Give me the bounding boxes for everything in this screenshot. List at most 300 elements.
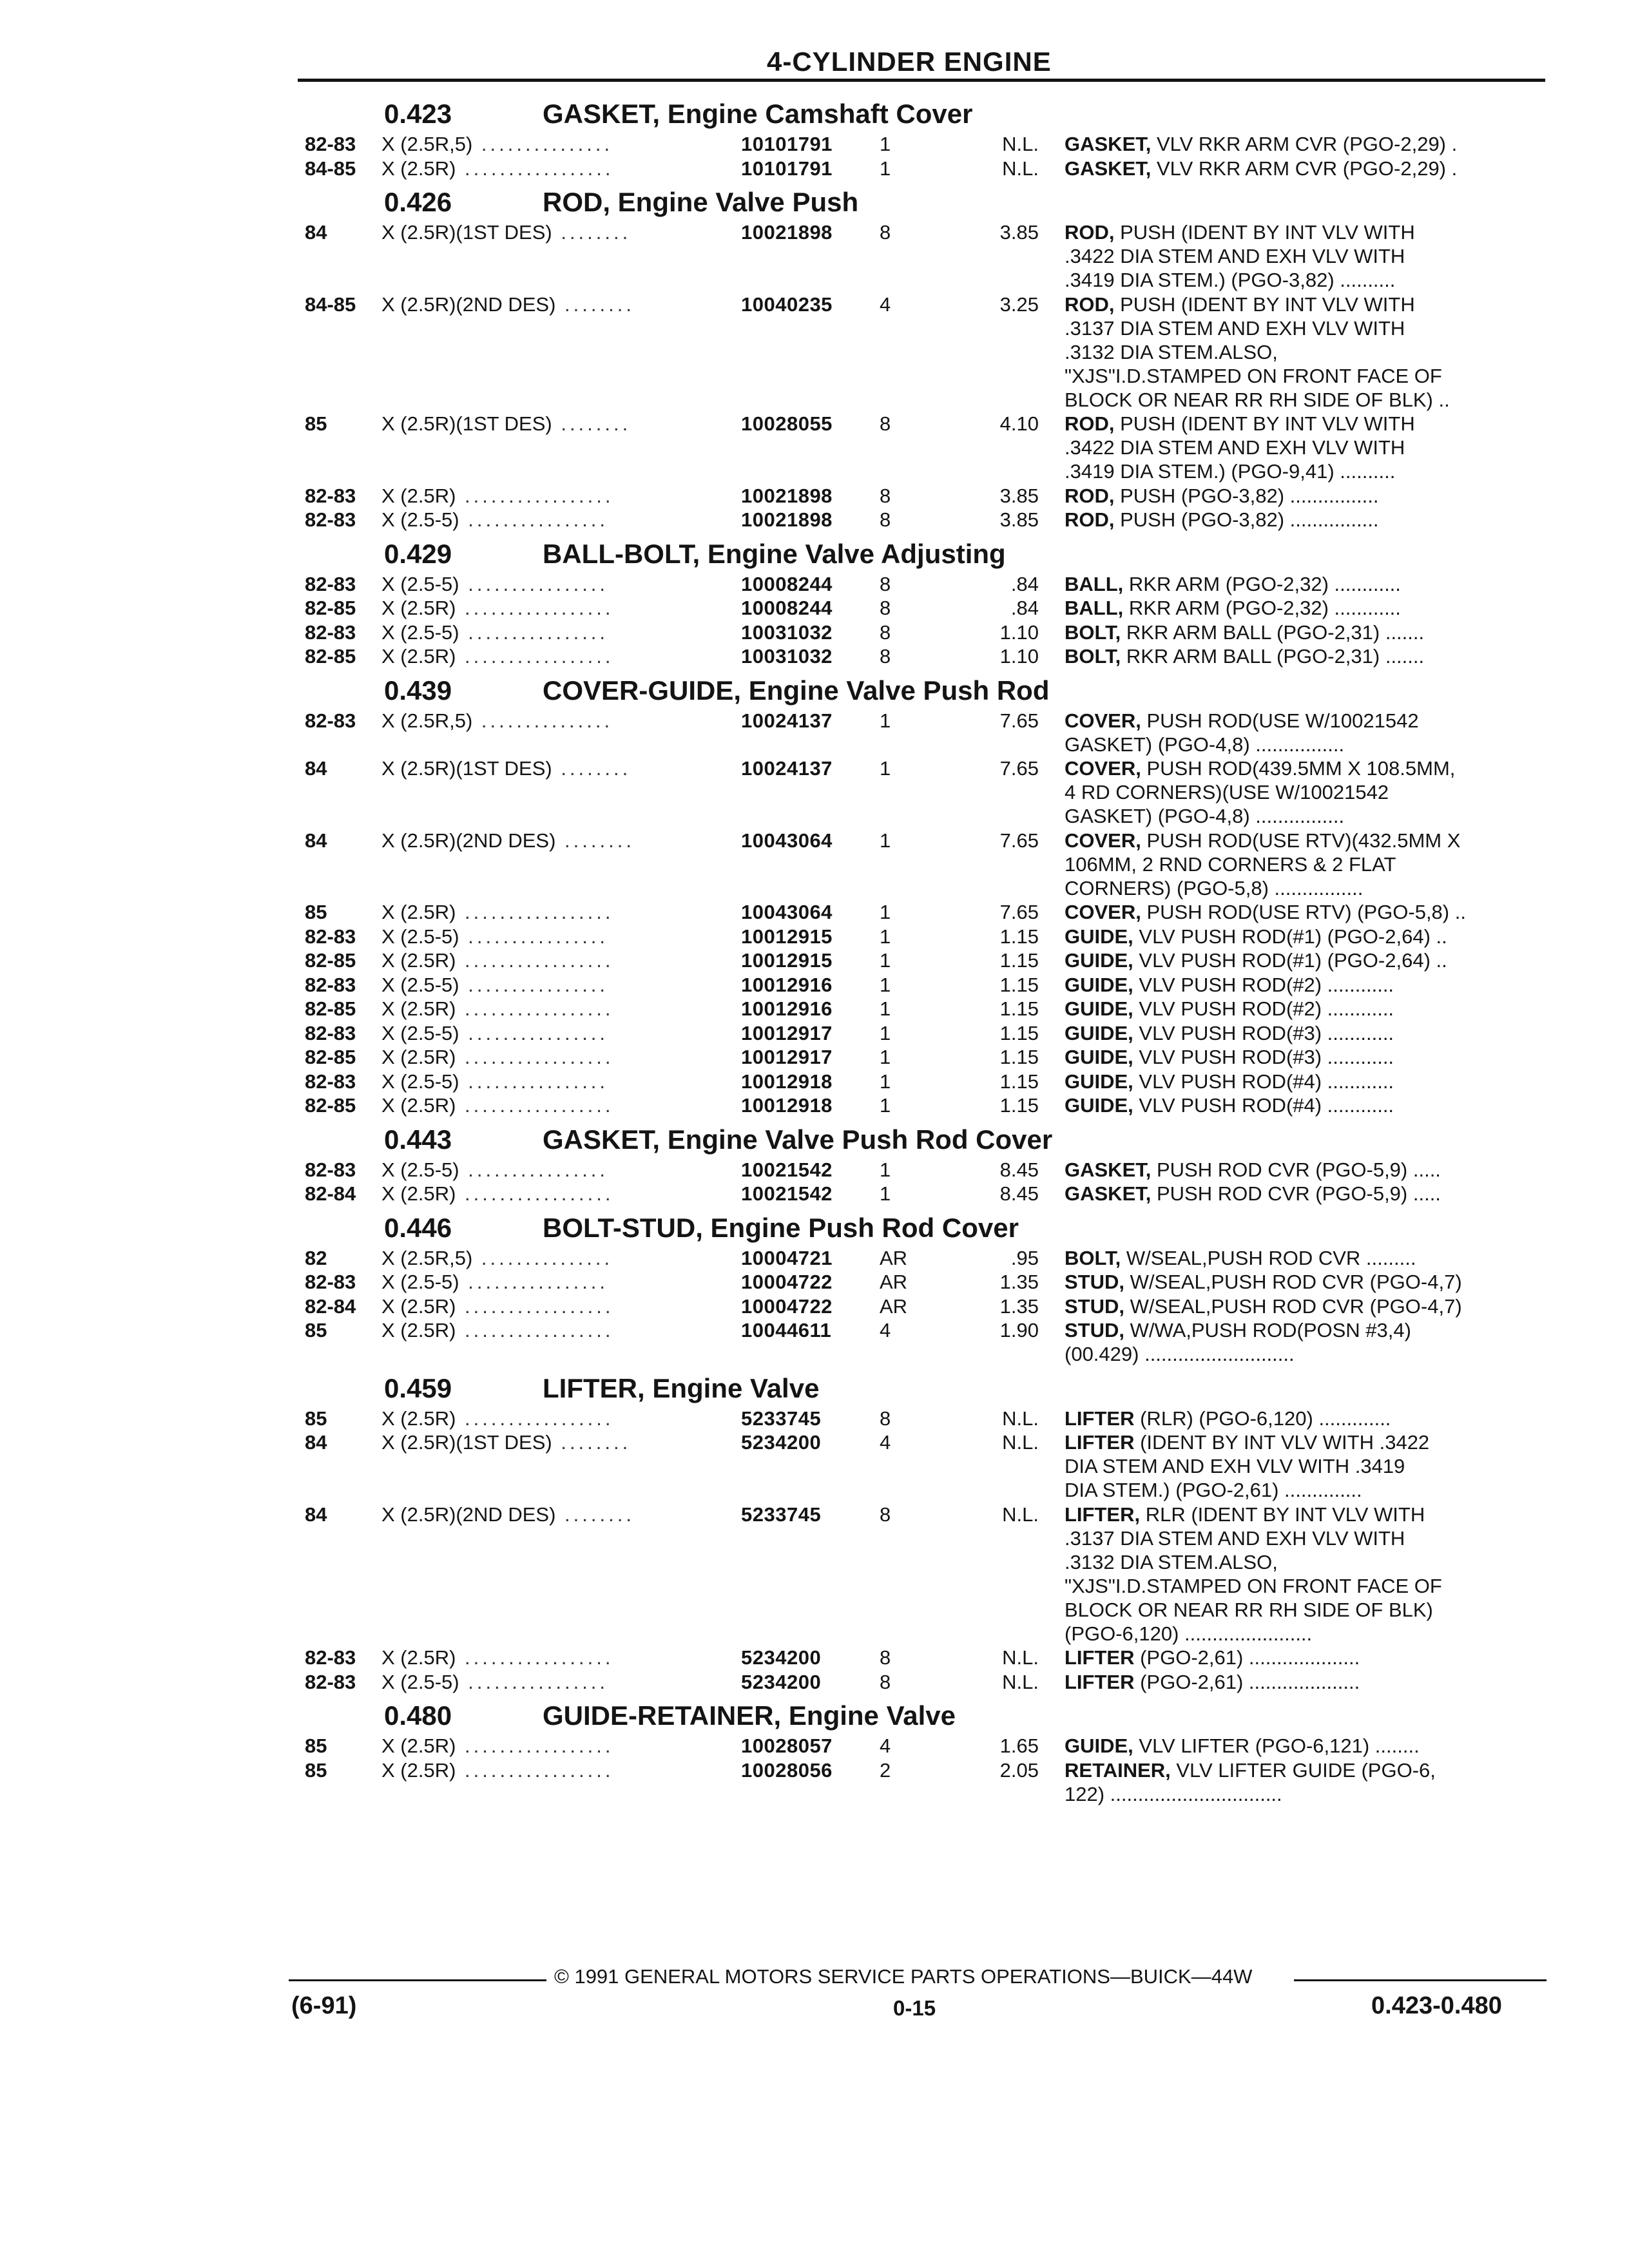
model-code: X (2.5-5) (381, 508, 459, 531)
group-heading (0, 1694, 1629, 1734)
part-number: 10031032 (741, 620, 833, 644)
quantity: 1 (880, 829, 891, 852)
description-line (1065, 364, 1528, 388)
part-number: 10021542 (741, 1182, 833, 1205)
model-code: X (2.5R)(1ST DES) (381, 757, 552, 780)
header-rule (298, 79, 1545, 82)
model-code: X (2.5R)(1ST DES) (381, 221, 552, 244)
model-code: X (2.5R) (381, 1094, 456, 1117)
model-code: X (2.5R) (381, 1758, 456, 1782)
description-line (1065, 412, 1528, 436)
model-years: 84 (305, 757, 327, 780)
description-keyword: GASKET, (1065, 157, 1152, 180)
description-keyword: GUIDE, (1065, 949, 1133, 972)
model-years: 84 (305, 221, 327, 244)
description-text: VLV PUSH ROD(#3) ............ (1133, 1021, 1394, 1044)
part-number: 5234200 (741, 1670, 822, 1693)
price: 3.85 (999, 221, 1039, 244)
model-code: X (2.5R) (381, 645, 456, 668)
part-row (0, 1070, 1629, 1094)
description-line (1065, 780, 1528, 804)
description-text: (RLR) (PGO-6,120) ............. (1134, 1407, 1391, 1430)
description-line (1065, 388, 1528, 412)
part-row (0, 1294, 1629, 1319)
model-code: X (2.5R) (381, 1646, 456, 1669)
part-number: 10012915 (741, 925, 833, 948)
dot-leader: ............... (472, 133, 613, 155)
quantity: 8 (880, 484, 891, 507)
group-number: 0.480 (384, 1700, 452, 1731)
dot-leader: ................. (456, 1407, 614, 1430)
model-application (381, 829, 729, 852)
description-line (1065, 508, 1528, 532)
model-years: 82-83 (305, 572, 356, 595)
group-title: COVER-GUIDE, Engine Valve Push Rod (543, 675, 1050, 706)
group-heading (0, 1206, 1629, 1246)
group-heading (0, 1367, 1629, 1407)
part-row (0, 1182, 1629, 1206)
description-keyword: ROD, (1065, 221, 1115, 244)
description-line (1065, 1021, 1528, 1045)
part-description (1065, 1093, 1528, 1117)
dot-leader: ................. (456, 1758, 614, 1782)
part-number: 10021898 (741, 221, 833, 244)
dot-leader: ................. (456, 901, 614, 923)
quantity: 1 (880, 997, 891, 1020)
part-number: 10024137 (741, 709, 833, 732)
part-number: 10021898 (741, 484, 833, 507)
model-years: 85 (305, 1735, 327, 1757)
part-row (0, 1270, 1629, 1294)
part-number: 10012916 (741, 997, 833, 1020)
model-application (381, 412, 729, 436)
quantity: 1 (880, 1094, 891, 1117)
dot-leader: ................. (456, 484, 614, 507)
price: 1.35 (999, 1294, 1039, 1318)
price: 4.10 (999, 412, 1039, 435)
part-row (0, 709, 1629, 757)
part-row (0, 1503, 1629, 1646)
footer-page-number: 0-15 (893, 1996, 936, 2020)
parts-catalog (0, 92, 1629, 1806)
dot-leader: ................. (456, 597, 614, 619)
quantity: 4 (880, 1735, 891, 1757)
model-application (381, 1021, 729, 1045)
description-line (1065, 293, 1528, 316)
description-line (1065, 829, 1528, 852)
price: N.L. (1002, 1646, 1039, 1669)
description-keyword: LIFTER (1065, 1431, 1135, 1454)
part-number: 10012917 (741, 1046, 833, 1068)
price: 2.05 (999, 1758, 1039, 1782)
description-keyword: RETAINER, (1065, 1758, 1171, 1782)
part-row (0, 508, 1629, 532)
model-years: 82-83 (305, 973, 356, 996)
part-description (1065, 1070, 1528, 1093)
dot-leader: ................. (456, 1182, 614, 1205)
description-text: VLV LIFTER GUIDE (PGO-6, (1170, 1758, 1436, 1782)
description-keyword: BOLT, (1065, 620, 1121, 644)
model-years: 85 (305, 1319, 327, 1341)
dot-leader: ................. (456, 949, 614, 972)
description-line (1065, 1526, 1528, 1550)
description-text: VLV PUSH ROD(#1) (PGO-2,64) .. (1133, 949, 1447, 972)
description-text: .3132 DIA STEM.ALSO, (1065, 1550, 1278, 1573)
model-years: 82-83 (305, 925, 356, 948)
group-title: GUIDE-RETAINER, Engine Valve (543, 1700, 956, 1731)
description-text: (PGO-2,61) .................... (1134, 1646, 1360, 1669)
description-line (1065, 316, 1528, 340)
quantity: 1 (880, 757, 891, 780)
description-line (1065, 1430, 1528, 1454)
part-row (0, 1158, 1629, 1182)
model-code: X (2.5-5) (381, 1070, 459, 1093)
description-line (1065, 620, 1528, 644)
quantity: 1 (880, 925, 891, 948)
model-application (381, 1503, 729, 1526)
description-keyword: COVER, (1065, 829, 1141, 852)
model-application (381, 1318, 729, 1342)
dot-leader: ............... (472, 1246, 613, 1269)
price: 1.15 (999, 997, 1039, 1020)
model-years: 84-85 (305, 293, 356, 316)
price: .84 (1010, 597, 1039, 619)
part-number: 10021542 (741, 1158, 833, 1181)
model-years: 82-85 (305, 1046, 356, 1068)
part-row (0, 1646, 1629, 1670)
model-application (381, 596, 729, 620)
model-application (381, 1734, 729, 1758)
description-text: BLOCK OR NEAR RR RH SIDE OF BLK) (1065, 1598, 1433, 1621)
part-number: 10024137 (741, 757, 833, 780)
model-years: 85 (305, 1407, 327, 1430)
description-text: "XJS"I.D.STAMPED ON FRONT FACE OF (1065, 1574, 1442, 1597)
model-years: 82-85 (305, 597, 356, 619)
part-description (1065, 1646, 1528, 1669)
part-row (0, 620, 1629, 645)
description-keyword: GASKET, (1065, 1182, 1152, 1205)
description-keyword: COVER, (1065, 901, 1141, 923)
group-heading (0, 669, 1629, 709)
dot-leader: ................ (459, 1271, 609, 1293)
description-keyword: STUD, (1065, 1319, 1124, 1341)
dot-leader: ................. (456, 1046, 614, 1068)
part-description (1065, 293, 1528, 412)
part-row (0, 1430, 1629, 1503)
model-code: X (2.5R) (381, 949, 456, 972)
price: 7.65 (999, 709, 1039, 732)
model-code: X (2.5R)(2ND DES) (381, 1503, 556, 1526)
description-text: PUSH ROD(USE W/10021542 (1141, 709, 1419, 732)
model-code: X (2.5-5) (381, 572, 459, 595)
description-keyword: GUIDE, (1065, 1021, 1133, 1044)
description-line (1065, 1598, 1528, 1622)
part-number: 10043064 (741, 901, 833, 923)
quantity: 1 (880, 1182, 891, 1205)
quantity: 8 (880, 508, 891, 531)
description-line (1065, 1318, 1528, 1342)
description-line (1065, 756, 1528, 780)
model-application (381, 1182, 729, 1206)
model-code: X (2.5R) (381, 997, 456, 1020)
dot-leader: ................ (459, 1670, 609, 1693)
description-keyword: ROD, (1065, 508, 1115, 531)
description-text: VLV LIFTER (PGO-6,121) ........ (1133, 1735, 1420, 1757)
description-text: VLV PUSH ROD(#2) ............ (1133, 997, 1394, 1020)
quantity: 1 (880, 157, 891, 180)
price: N.L. (1002, 1503, 1039, 1526)
description-text: RLR (IDENT BY INT VLV WITH (1140, 1503, 1425, 1526)
model-application (381, 1045, 729, 1069)
price: N.L. (1002, 1407, 1039, 1430)
model-years: 82-83 (305, 484, 356, 507)
part-number: 5233745 (741, 1503, 822, 1526)
description-text: PUSH ROD CVR (PGO-5,9) ..... (1151, 1182, 1441, 1205)
model-application (381, 484, 729, 508)
part-row (0, 132, 1629, 157)
model-code: X (2.5-5) (381, 925, 459, 948)
quantity: 1 (880, 709, 891, 732)
price: 1.15 (999, 973, 1039, 996)
part-description (1065, 1503, 1528, 1646)
model-years: 82-83 (305, 508, 356, 531)
model-code: X (2.5-5) (381, 1271, 459, 1293)
group-number: 0.443 (384, 1124, 452, 1155)
model-application (381, 132, 729, 156)
description-text: PUSH (IDENT BY INT VLV WITH (1114, 412, 1415, 435)
description-text: DIA STEM.) (PGO-2,61) .............. (1065, 1479, 1362, 1501)
part-row (0, 1318, 1629, 1367)
part-description (1065, 1270, 1528, 1294)
part-number: 10008244 (741, 597, 833, 619)
description-keyword: GUIDE, (1065, 1094, 1133, 1117)
model-application (381, 1670, 729, 1694)
description-keyword: GUIDE, (1065, 1735, 1133, 1757)
model-years: 85 (305, 901, 327, 923)
description-line (1065, 804, 1528, 828)
price: 8.45 (999, 1158, 1039, 1181)
model-application (381, 756, 729, 780)
description-text: PUSH ROD CVR (PGO-5,9) ..... (1151, 1158, 1441, 1181)
part-number: 10012918 (741, 1094, 833, 1117)
model-years: 82-83 (305, 1670, 356, 1693)
quantity: 1 (880, 1158, 891, 1181)
part-row (0, 1246, 1629, 1271)
description-line (1065, 459, 1528, 483)
price: 1.15 (999, 1046, 1039, 1068)
model-application (381, 1158, 729, 1182)
description-text: VLV RKR ARM CVR (PGO-2,29) . (1151, 157, 1458, 180)
model-code: X (2.5R) (381, 1735, 456, 1757)
price: N.L. (1002, 157, 1039, 180)
dot-leader: ................ (459, 1070, 609, 1093)
model-years: 82-84 (305, 1294, 356, 1318)
model-code: X (2.5R,5) (381, 133, 473, 155)
quantity: 1 (880, 901, 891, 923)
description-text: .3137 DIA STEM AND EXH VLV WITH (1065, 316, 1405, 340)
part-description (1065, 925, 1528, 948)
dot-leader: ................ (459, 1158, 609, 1181)
quantity: 8 (880, 1670, 891, 1693)
description-text: 106MM, 2 RND CORNERS & 2 FLAT (1065, 852, 1396, 876)
model-code: X (2.5R,5) (381, 1246, 473, 1269)
part-row (0, 997, 1629, 1021)
description-text: GASKET) (PGO-4,8) ................ (1065, 805, 1345, 827)
description-line (1065, 733, 1528, 756)
model-years: 82-83 (305, 1271, 356, 1293)
group-title: BALL-BOLT, Engine Valve Adjusting (543, 538, 1006, 569)
price: 1.15 (999, 1094, 1039, 1117)
price: 1.15 (999, 925, 1039, 948)
part-number: 10004721 (741, 1246, 833, 1269)
description-line (1065, 1407, 1528, 1430)
part-row (0, 1670, 1629, 1695)
description-text: BLOCK OR NEAR RR RH SIDE OF BLK) .. (1065, 388, 1450, 411)
model-code: X (2.5R) (381, 157, 456, 180)
part-description (1065, 157, 1528, 180)
quantity: 8 (880, 412, 891, 435)
description-keyword: GUIDE, (1065, 925, 1133, 948)
part-description (1065, 829, 1528, 900)
model-code: X (2.5-5) (381, 1158, 459, 1181)
dot-leader: ........ (552, 1431, 631, 1454)
footer-rule-left (289, 1979, 546, 1981)
quantity: 2 (880, 1758, 891, 1782)
part-description (1065, 948, 1528, 972)
description-text: "XJS"I.D.STAMPED ON FRONT FACE OF (1065, 364, 1442, 387)
model-application (381, 1070, 729, 1093)
dot-leader: ........ (555, 829, 635, 852)
description-line (1065, 1478, 1528, 1502)
part-number: 10040235 (741, 293, 833, 316)
description-text: W/SEAL,PUSH ROD CVR (PGO-4,7) (1124, 1271, 1462, 1293)
part-row (0, 948, 1629, 973)
description-line (1065, 436, 1528, 459)
model-application (381, 572, 729, 596)
model-years: 82-83 (305, 1070, 356, 1093)
part-number: 10004722 (741, 1294, 833, 1318)
quantity: AR (880, 1294, 908, 1318)
model-application (381, 293, 729, 316)
description-text: .3422 DIA STEM AND EXH VLV WITH (1065, 245, 1405, 267)
group-title: ROD, Engine Valve Push (543, 187, 859, 217)
part-row (0, 293, 1629, 412)
quantity: 8 (880, 597, 891, 619)
dot-leader: ................ (459, 508, 609, 531)
part-row (0, 1407, 1629, 1431)
description-line (1065, 1045, 1528, 1069)
footer-rule-right (1294, 1979, 1547, 1981)
part-row (0, 1093, 1629, 1118)
description-text: PUSH (PGO-3,82) ................ (1114, 484, 1379, 507)
model-code: X (2.5R) (381, 1046, 456, 1068)
model-code: X (2.5R) (381, 901, 456, 923)
model-years: 82-85 (305, 1094, 356, 1117)
description-text: VLV PUSH ROD(#1) (PGO-2,64) .. (1133, 925, 1447, 948)
model-years: 82-85 (305, 997, 356, 1020)
quantity: 4 (880, 1319, 891, 1341)
model-code: X (2.5R,5) (381, 709, 473, 732)
model-application (381, 1758, 729, 1782)
description-line (1065, 948, 1528, 972)
part-row (0, 1045, 1629, 1070)
model-code: X (2.5R) (381, 1182, 456, 1205)
price: 3.25 (999, 293, 1039, 316)
model-code: X (2.5R)(1ST DES) (381, 1431, 552, 1454)
model-application (381, 620, 729, 644)
model-years: 84 (305, 829, 327, 852)
description-keyword: GUIDE, (1065, 1046, 1133, 1068)
description-line (1065, 973, 1528, 997)
price: 3.85 (999, 508, 1039, 531)
model-years: 82-83 (305, 620, 356, 644)
description-line (1065, 1550, 1528, 1574)
group-title: LIFTER, Engine Valve (543, 1372, 820, 1403)
model-code: X (2.5R)(1ST DES) (381, 412, 552, 435)
model-code: X (2.5R)(2ND DES) (381, 293, 556, 316)
model-years: 82 (305, 1246, 327, 1269)
description-line (1065, 1294, 1528, 1318)
price: N.L. (1002, 1670, 1039, 1693)
part-number: 10028055 (741, 412, 833, 435)
price: .84 (1010, 572, 1039, 595)
description-text: CORNERS) (PGO-5,8) ................ (1065, 876, 1364, 899)
model-application (381, 709, 729, 733)
description-keyword: ROD, (1065, 293, 1115, 316)
quantity: 8 (880, 620, 891, 644)
model-application (381, 925, 729, 948)
description-text: .3132 DIA STEM.ALSO, (1065, 340, 1278, 363)
part-number: 10028056 (741, 1758, 833, 1782)
description-line (1065, 1270, 1528, 1294)
model-application (381, 508, 729, 532)
price: 7.65 (999, 901, 1039, 923)
part-number: 10101791 (741, 133, 833, 155)
part-description (1065, 484, 1528, 508)
description-text: PUSH ROD(439.5MM X 108.5MM, (1141, 757, 1456, 780)
model-application (381, 1430, 729, 1454)
footer-date: (6-91) (291, 1992, 357, 2019)
description-text: PUSH (PGO-3,82) ................ (1114, 508, 1379, 531)
part-description (1065, 1045, 1528, 1069)
part-description (1065, 596, 1528, 620)
model-application (381, 157, 729, 180)
description-text: VLV PUSH ROD(#4) ............ (1133, 1070, 1394, 1093)
description-keyword: GASKET, (1065, 133, 1152, 155)
description-text: GASKET) (PGO-4,8) ................ (1065, 733, 1345, 756)
description-keyword: BALL, (1065, 572, 1124, 595)
model-code: X (2.5R) (381, 484, 456, 507)
part-description (1065, 900, 1528, 924)
group-heading (0, 532, 1629, 572)
price: N.L. (1002, 1431, 1039, 1454)
group-title: GASKET, Engine Camshaft Cover (543, 99, 973, 129)
part-number: 10008244 (741, 572, 833, 595)
price: 3.85 (999, 484, 1039, 507)
part-row (0, 220, 1629, 293)
part-number: 10012918 (741, 1070, 833, 1093)
description-text: RKR ARM BALL (PGO-2,31) ....... (1121, 620, 1425, 644)
group-number: 0.439 (384, 675, 452, 706)
dot-leader: ................ (459, 620, 609, 644)
description-keyword: BALL, (1065, 597, 1124, 619)
description-text: .3419 DIA STEM.) (PGO-9,41) .......... (1065, 460, 1396, 483)
description-line (1065, 157, 1528, 180)
description-keyword: LIFTER (1065, 1646, 1135, 1669)
dot-leader: ................. (456, 1735, 614, 1757)
part-row (0, 925, 1629, 949)
price: .95 (1010, 1246, 1039, 1269)
